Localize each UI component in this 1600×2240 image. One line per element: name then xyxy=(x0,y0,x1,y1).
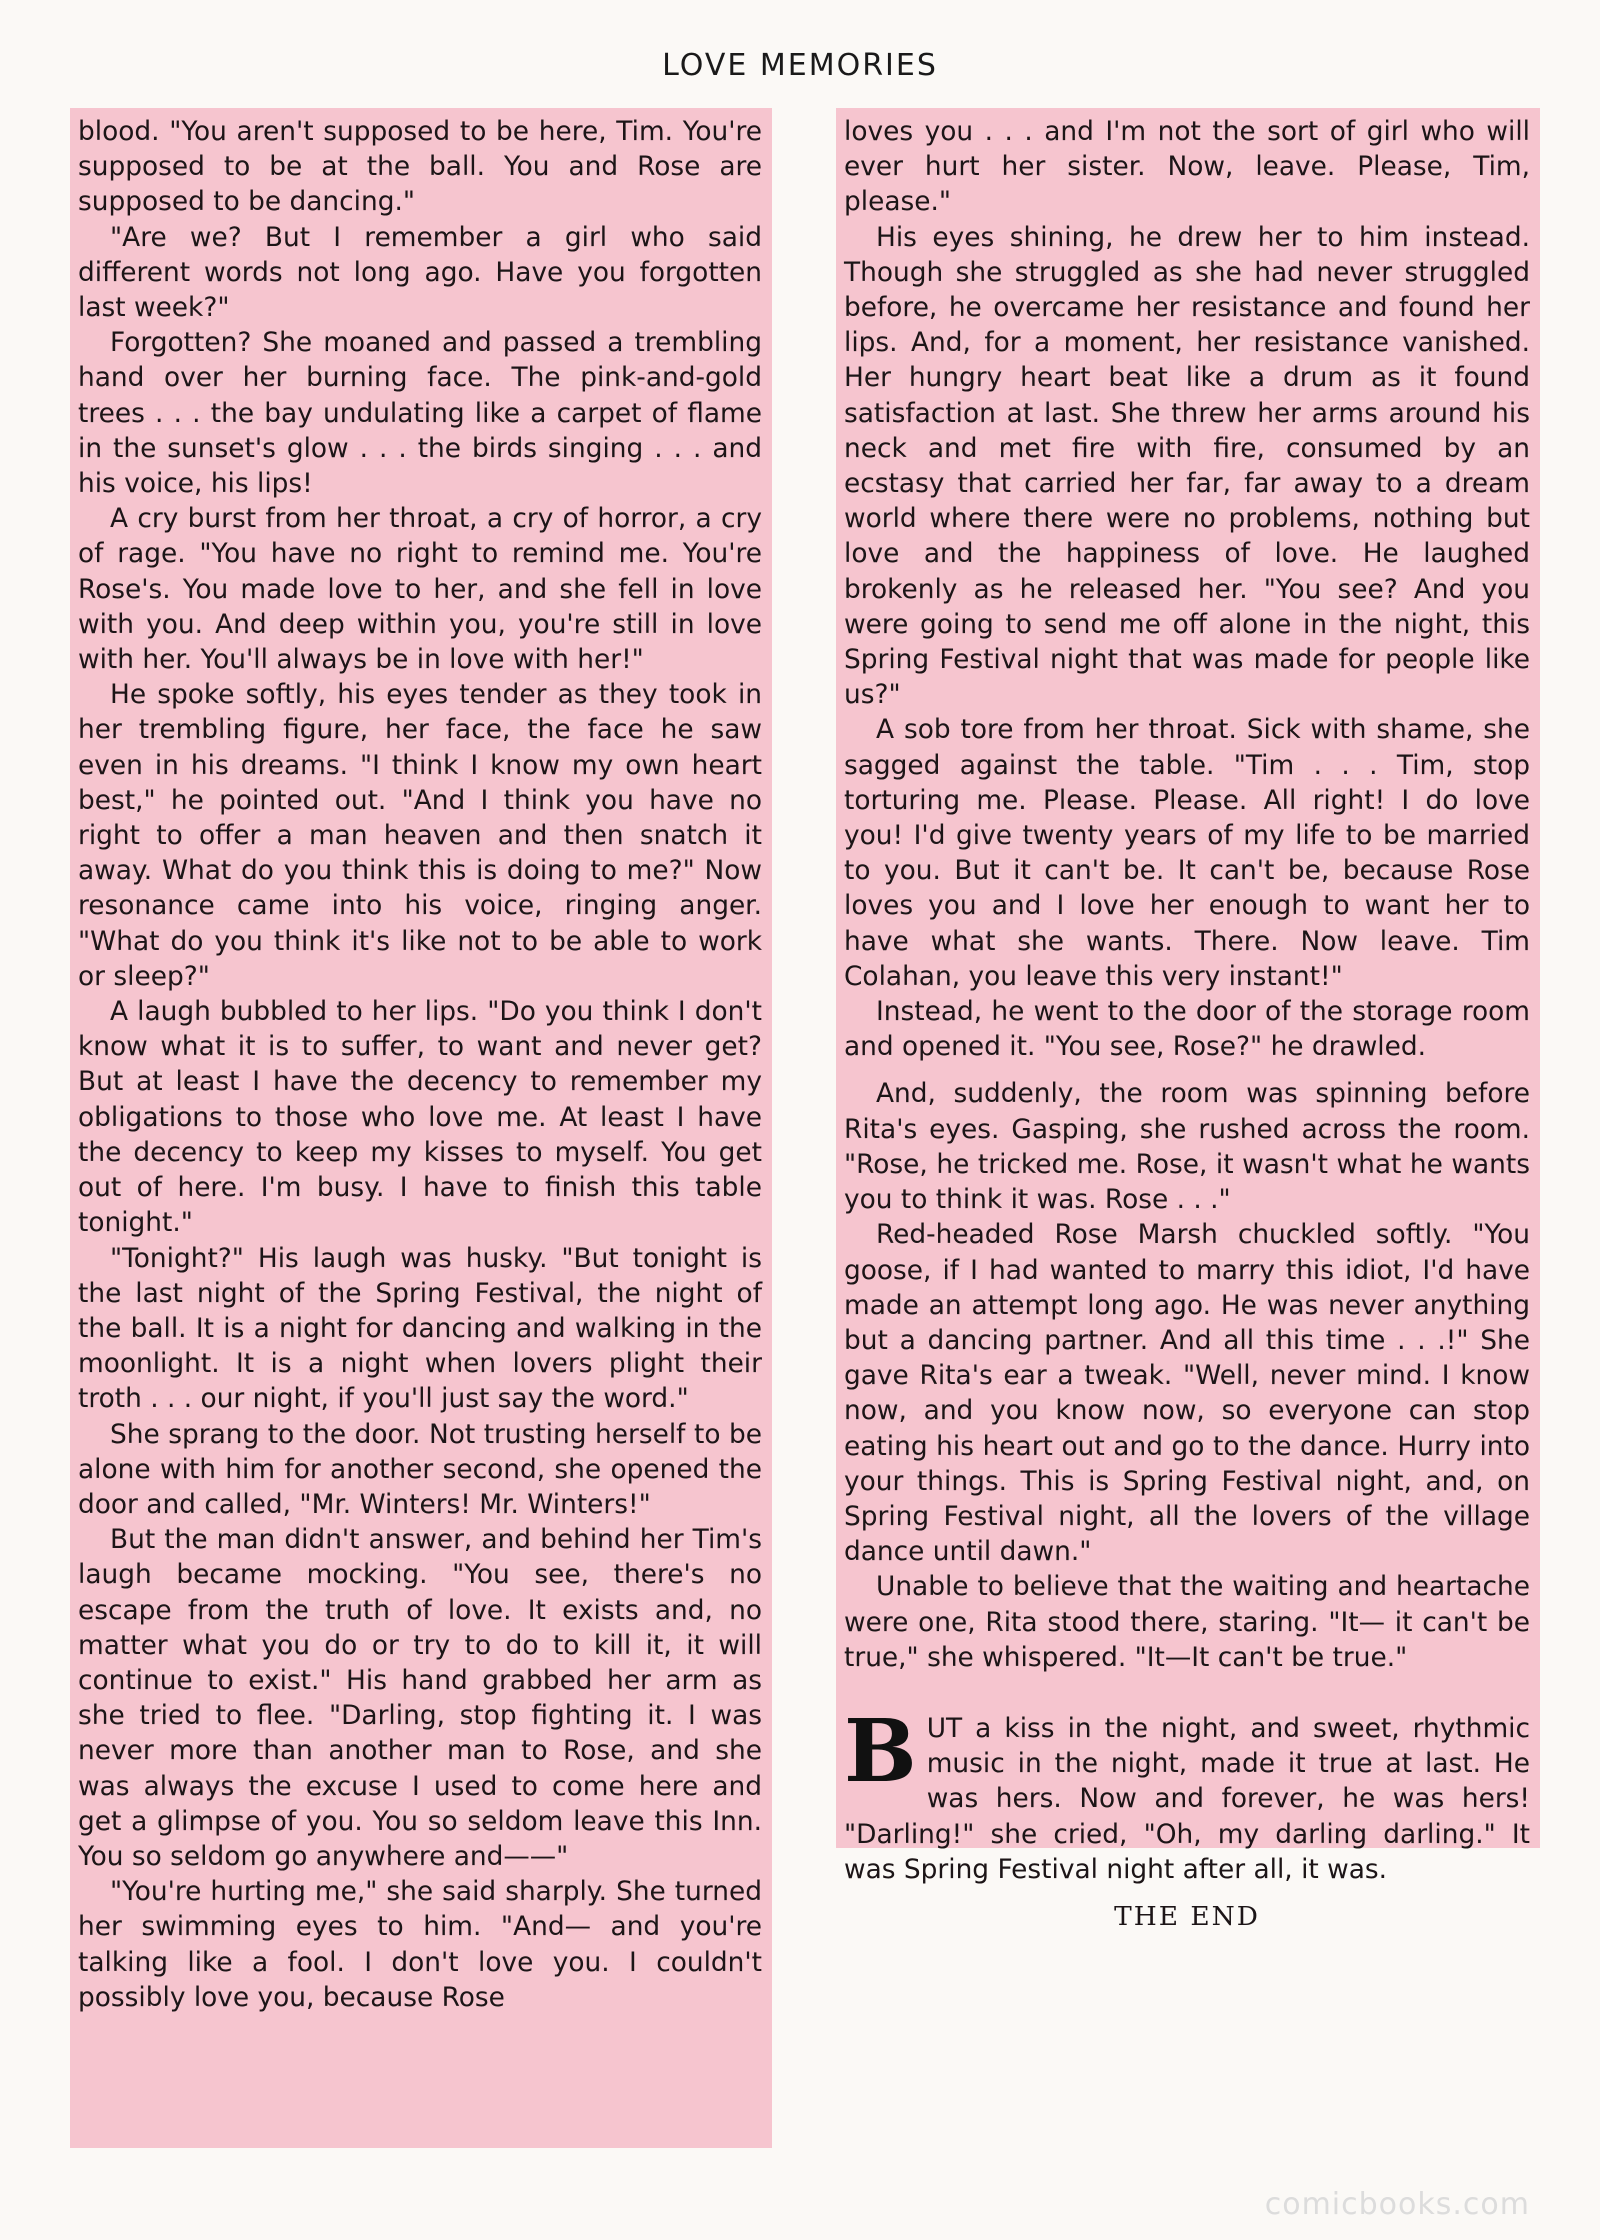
paragraph: Instead, he went to the door of the storage room and opened it. "You see, Rose?" he drawled. xyxy=(844,996,1530,1063)
paragraph: Unable to believe that the waiting and heartache were one, Rita stood there, staring. "It— it can't be true," she whispered. "It—It can't be true." xyxy=(844,1571,1530,1673)
final-paragraph-text: UT a kiss in the night, and sweet, rhythmic music in the night, made it true at last. He was hers. Now and forever, he was hers! "Darling!" she cried, "Oh, my darling darling." It was Spring Festival night after all, it was. xyxy=(844,1712,1530,1885)
paragraph: He spoke softly, his eyes tender as they took in her trembling figure, her face, the face he saw even in his dreams. "I think I know my own heart best," he pointed out. "And I think you have no right to offer a man heaven and then snatch it away. What do you think this is doing to me?" Now resonance came into his voice, ringing anger. "What do you think it's like not to be able to work or sleep?" xyxy=(78,679,762,992)
final-paragraph xyxy=(844,1700,1530,1887)
paragraph: Forgotten? She moaned and passed a trembling hand over her burning face. The pink-and-gold trees . . . the bay undulating like a carpet of flame in the sunset's glow . . . the birds singing . . . and his voice, his lips! xyxy=(78,327,762,500)
paragraph: She sprang to the door. Not trusting herself to be alone with him for another second, she opened the door and called, "Mr. Winters! Mr. Winters!" xyxy=(78,1418,762,1520)
paragraph: A cry burst from her throat, a cry of horror, a cry of rage. "You have no right to remind me. You're Rose's. You made love to her, and she fell in love with you. And deep within you, you're still in love with her. You'll always be in love with her!" xyxy=(78,503,762,676)
paragraph: His eyes shining, he drew her to him instead. Though she struggled as she had never struggled before, he overcame her resistance and found her lips. And, for a moment, her resistance vanished. Her hungry heart beat like a drum as it found satisfaction at last. She threw her arms around his neck and met fire with fire, consumed by an ecstasy that carried her far, far away to a dream world where there were no problems, nothing but love and the happiness of love. He laughed brokenly as he released her. "You see? And you were going to send me off alone in the night, this Spring Festival night that was made for people like us?" xyxy=(844,221,1530,711)
paragraph: loves you . . . and I'm not the sort of girl who will ever hurt her sister. Now, leave. Please, Tim, please." xyxy=(844,116,1530,218)
paragraph: Red-headed Rose Marsh chuckled softly. "You goose, if I had wanted to marry this idiot, I'd have made an attempt long ago. He was never anything but a dancing partner. And all this time . . .!" She gave Rita's ear a tweak. "Well, never mind. I know now, and you know now, so everyone can stop eating his heart out and go to the dance. Hurry into your things. This is Spring Festival night, and, on Spring Festival night, all the lovers of the village dance until dawn." xyxy=(844,1219,1530,1568)
left-text-column xyxy=(70,108,772,2148)
paragraph: But the man didn't answer, and behind her Tim's laugh became mocking. "You see, there's no escape from the truth of love. It exists and, no matter what you do or try to do to kill it, it will continue to exist." His hand grabbed her arm as she tried to flee. "Darling, stop fighting it. I was never more than another man to Rose, and she was always the excuse I used to come here and get a glimpse of you. You so seldom leave this Inn. You so seldom go anywhere and——" xyxy=(78,1524,762,1872)
the-end-label: THE END xyxy=(1114,1900,1260,1932)
paragraph: A laugh bubbled to her lips. "Do you think I don't know what it is to suffer, to want and never get? But at least I have the decency to remember my obligations to those who love me. At least I have the decency to keep my kisses to myself. You get out of here. I'm busy. I have to finish this table tonight." xyxy=(78,996,762,1239)
watermark: comicbooks.com xyxy=(1264,2187,1530,2222)
drop-cap: B xyxy=(844,1700,917,1802)
paragraph: "You're hurting me," she said sharply. She turned her swimming eyes to him. "And— and you're talking like a fool. I don't love you. I couldn't possibly love you, because Rose xyxy=(78,1876,762,2013)
paragraph: A sob tore from her throat. Sick with shame, she sagged against the table. "Tim . . . Tim, stop torturing me. Please. Please. All right! I do love you! I'd give twenty years of my life to be married to you. But it can't be. It can't be, because Rose loves you and I love her enough to want her to have what she wants. There. Now leave. Tim Colahan, you leave this very instant!" xyxy=(844,714,1530,992)
page-header: LOVE MEMORIES xyxy=(662,48,938,83)
right-text-column xyxy=(836,108,1540,1932)
paragraph: "Tonight?" His laugh was husky. "But tonight is the last night of the Spring Festival, the night of the ball. It is a night for dancing and walking in the moonlight. It is a night when lovers plight their troth . . . our night, if you'll just say the word." xyxy=(78,1242,762,1415)
paragraph: "Are we? But I remember a girl who said different words not long ago. Have you forgotten last week?" xyxy=(78,221,762,324)
paragraph: And, suddenly, the room was spinning before Rita's eyes. Gasping, she rushed across the room. "Rose, he tricked me. Rose, it wasn't what he wants you to think it was. Rose . . ." xyxy=(844,1078,1530,1216)
paragraph: blood. "You aren't supposed to be here, Tim. You're supposed to be at the ball. You and Rose are supposed to be dancing." xyxy=(78,116,762,218)
